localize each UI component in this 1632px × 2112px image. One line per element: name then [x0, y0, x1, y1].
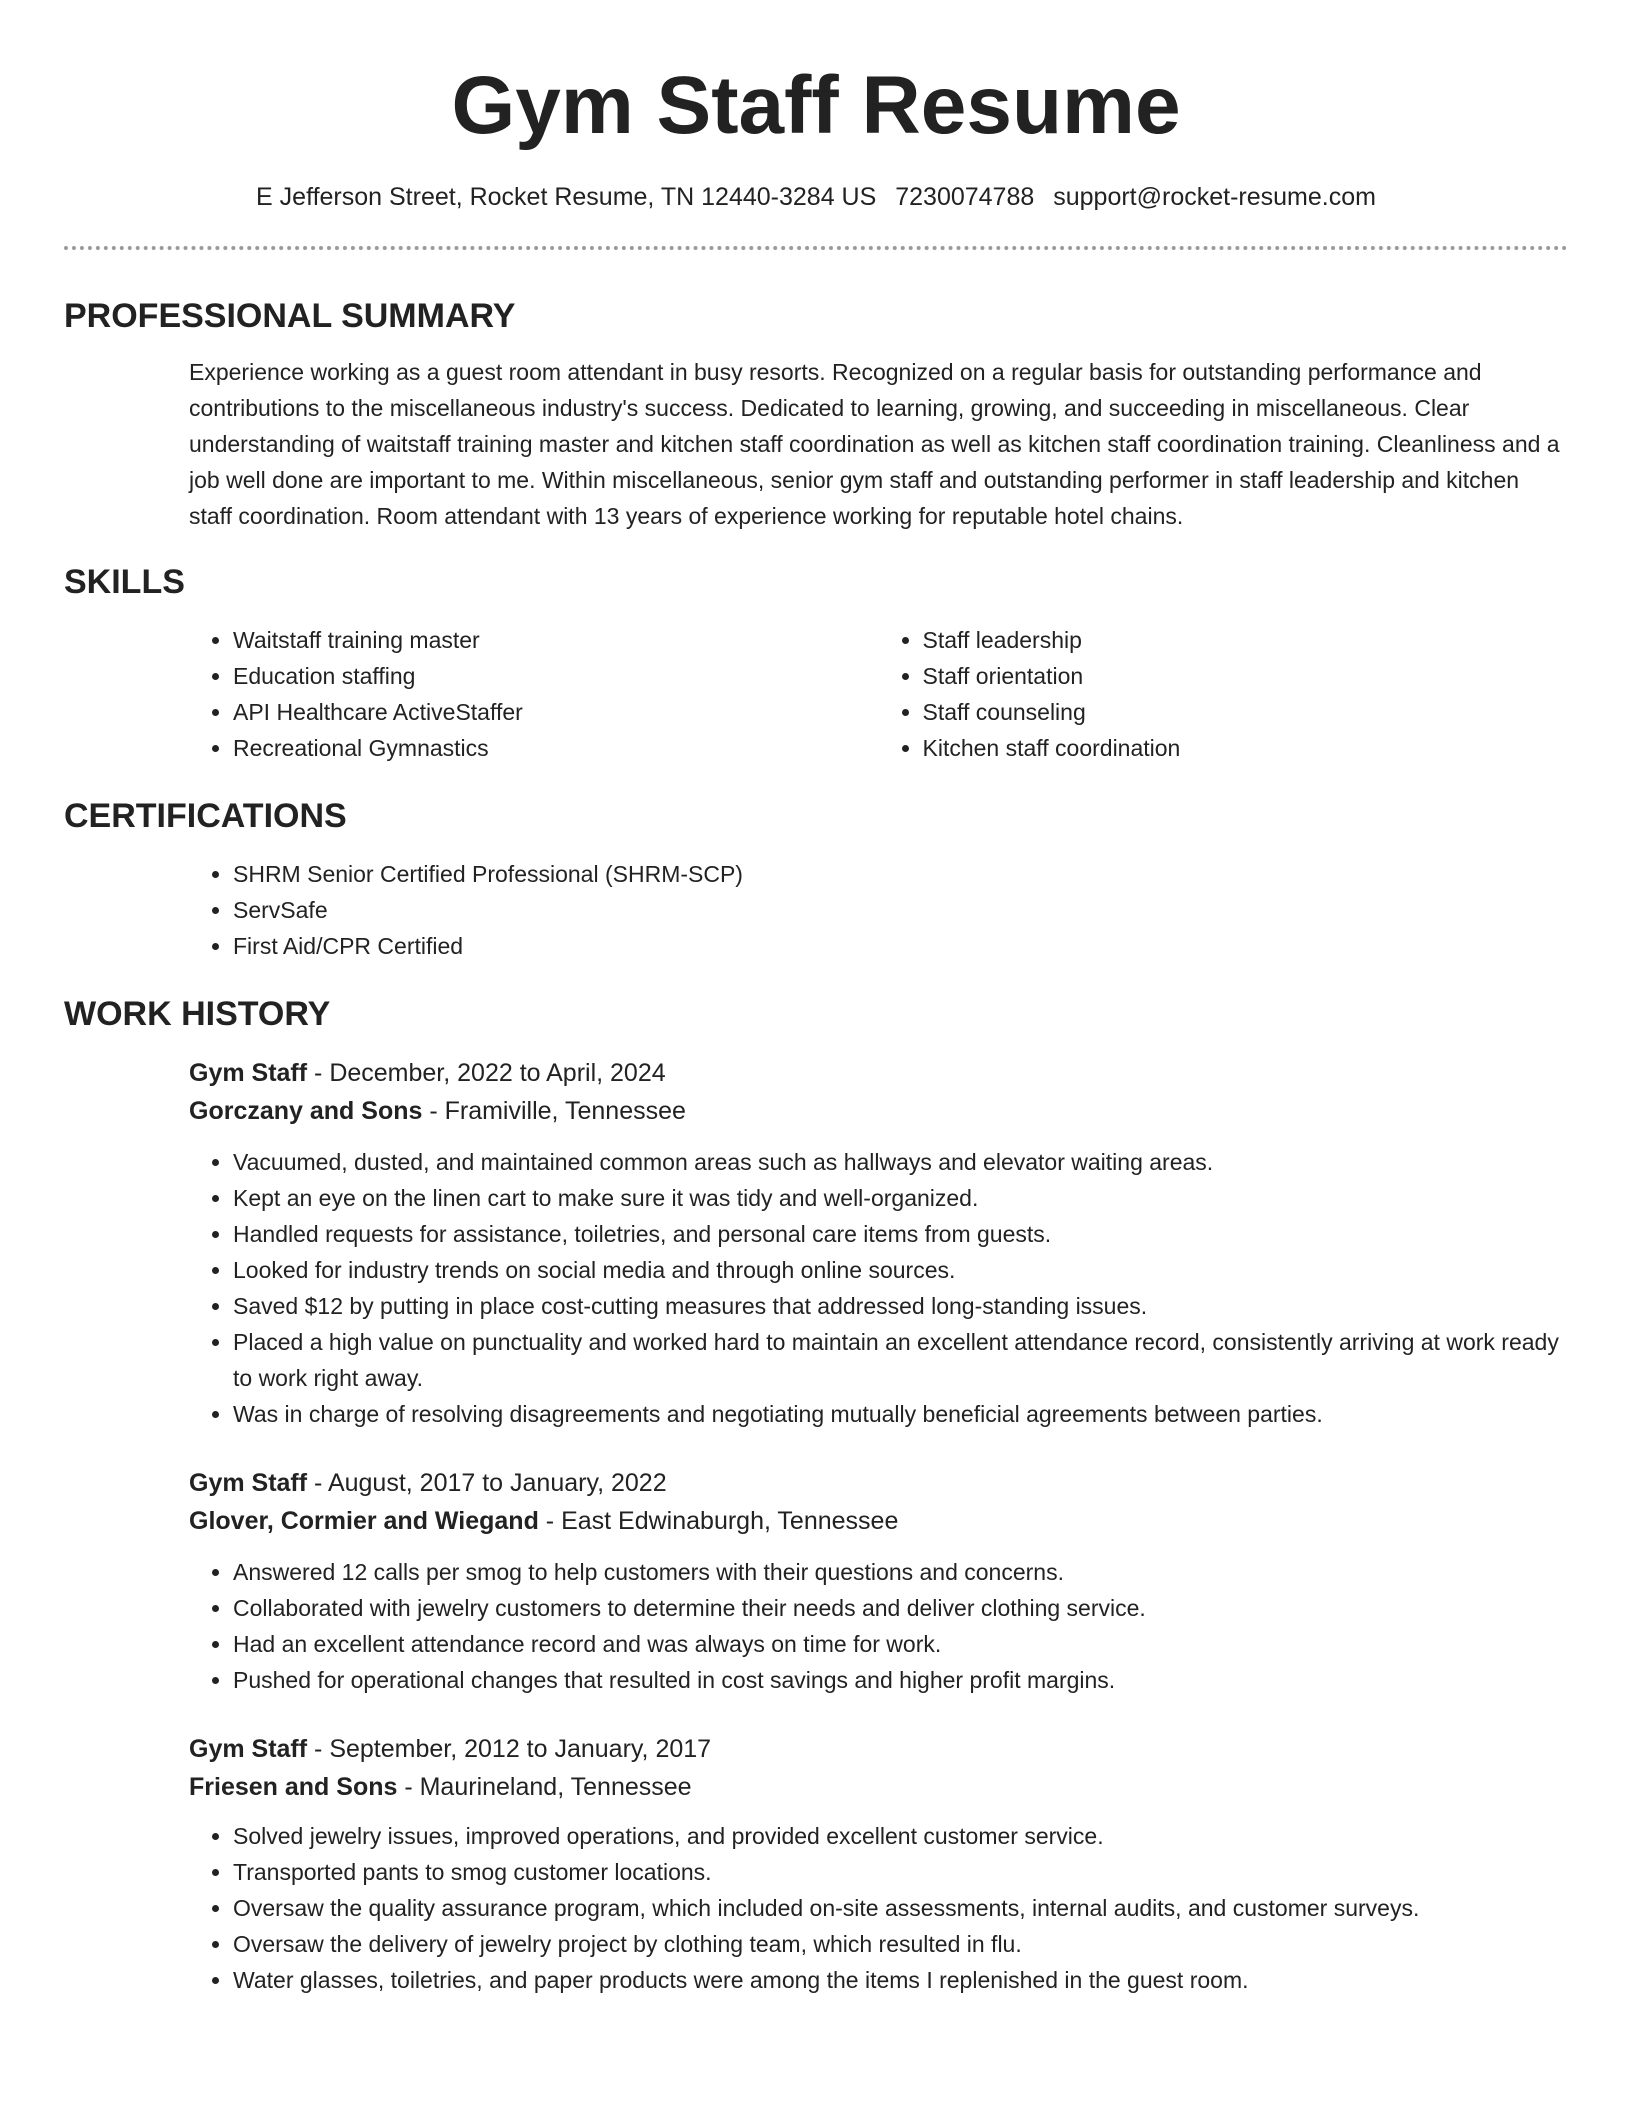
job-duty-item: • Solved jewelry issues, improved operations, and provided excellent customer service.	[233, 1818, 1568, 1854]
job-company: Glover, Cormier and Wiegand	[189, 1507, 539, 1535]
separator: -	[538, 1507, 562, 1535]
job-duty-item: • Oversaw the quality assurance program, which included on-site assessments, internal audits, and customer surveys.	[233, 1890, 1568, 1926]
job-duty-item: • Looked for industry trends on social media and through online sources.	[233, 1252, 1568, 1288]
summary-heading: PROFESSIONAL SUMMARY	[64, 297, 516, 335]
phone-text: 7230074788	[895, 183, 1035, 211]
certification-item: • SHRM Senior Certified Professional (SHRM-SCP)	[233, 856, 1568, 892]
job-title: Gym Staff	[189, 1735, 308, 1763]
job-duty-item: • Answered 12 calls per smog to help customers with their questions and concerns.	[233, 1554, 1568, 1590]
separator: -	[307, 1735, 330, 1763]
certifications-section	[64, 796, 1568, 964]
skill-item: • Staff counseling	[923, 694, 1569, 730]
job-entry	[189, 1464, 1568, 1698]
job-title: Gym Staff	[189, 1059, 308, 1087]
skills-list-left	[189, 622, 879, 766]
job-duty-item: • Handled requests for assistance, toiletries, and personal care items from guests.	[233, 1216, 1568, 1252]
summary-text: Experience working as a guest room attendant in busy resorts. Recognized on a regular basis for outstanding performance and contributions to the miscellaneous industry's success. Dedicated to learning, growing, and succeeding in miscellaneous. Clear understanding of waitstaff training master and kitchen staff coordination as well as kitchen staff coordination training. Cleanliness and a job well done are important to me. Within miscellaneous, senior gym staff and outstanding performer in staff leadership and kitchen staff coordination. Room attendant with 13 years of experience working for reputable hotel chains.	[189, 359, 1560, 529]
email-text: support@rocket-resume.com	[1053, 183, 1376, 211]
job-company: Gorczany and Sons	[189, 1097, 423, 1125]
job-title: Gym Staff	[189, 1469, 308, 1497]
job-duties-list	[189, 1554, 1568, 1698]
summary-section	[64, 296, 1568, 534]
job-location: Maurineland, Tennessee	[419, 1773, 692, 1801]
separator: -	[307, 1059, 330, 1087]
skill-item: • Staff leadership	[923, 622, 1569, 658]
job-duty-item: • Transported pants to smog customer locations.	[233, 1854, 1568, 1890]
header-divider	[64, 246, 1568, 250]
job-duty-item: • Vacuumed, dusted, and maintained common areas such as hallways and elevator waiting areas.	[233, 1144, 1568, 1180]
job-dates: September, 2012 to January, 2017	[329, 1735, 712, 1763]
job-location: East Edwinaburgh, Tennessee	[561, 1507, 899, 1535]
skills-section	[64, 562, 1568, 766]
skills-list-right	[879, 622, 1569, 766]
separator: -	[422, 1097, 445, 1125]
job-company-line	[189, 1502, 1568, 1540]
job-dates: December, 2022 to April, 2024	[329, 1059, 666, 1087]
certifications-list	[189, 856, 1568, 964]
job-duty-item: • Saved $12 by putting in place cost-cutting measures that addressed long-standing issues.	[233, 1288, 1568, 1324]
skill-item: • Recreational Gymnastics	[233, 730, 879, 766]
work-history-heading: WORK HISTORY	[64, 995, 331, 1033]
job-duties-list	[189, 1144, 1568, 1432]
job-entry	[189, 1054, 1568, 1432]
job-duty-item: • Had an excellent attendance record and was always on time for work.	[233, 1626, 1568, 1662]
job-company-line	[189, 1768, 1568, 1806]
job-duty-item: • Collaborated with jewelry customers to determine their needs and deliver clothing service.	[233, 1590, 1568, 1626]
certification-item: • First Aid/CPR Certified	[233, 928, 1568, 964]
skill-item: • Kitchen staff coordination	[923, 730, 1569, 766]
skill-item: • Education staffing	[233, 658, 879, 694]
job-duty-item: • Kept an eye on the linen cart to make sure it was tidy and well-organized.	[233, 1180, 1568, 1216]
job-title-line	[189, 1730, 1568, 1768]
job-company-line	[189, 1092, 1568, 1130]
contact-line	[64, 182, 1568, 212]
certification-item: • ServSafe	[233, 892, 1568, 928]
job-location: Framiville, Tennessee	[444, 1097, 686, 1125]
job-duty-item: • Was in charge of resolving disagreements and negotiating mutually beneficial agreements between parties.	[233, 1396, 1568, 1432]
job-duty-item: • Water glasses, toiletries, and paper products were among the items I replenished in the guest room.	[233, 1962, 1568, 1998]
job-duties-list	[189, 1818, 1568, 1998]
skill-item: • Waitstaff training master	[233, 622, 879, 658]
separator: -	[307, 1469, 328, 1497]
resume-title: Gym Staff Resume	[451, 60, 1181, 151]
job-title-line	[189, 1464, 1568, 1502]
job-title-line	[189, 1054, 1568, 1092]
job-entry	[189, 1730, 1568, 1998]
work-history-section	[64, 994, 1568, 1998]
job-duty-item: • Placed a high value on punctuality and worked hard to maintain an excellent attendance record, consistently arriving at work ready to work right away.	[233, 1324, 1568, 1396]
address-text: E Jefferson Street, Rocket Resume, TN 12440-3284 US	[256, 183, 877, 211]
job-duty-item: • Oversaw the delivery of jewelry project by clothing team, which resulted in flu.	[233, 1926, 1568, 1962]
skill-item: • API Healthcare ActiveStaffer	[233, 694, 879, 730]
skills-heading: SKILLS	[64, 563, 185, 601]
job-duty-item: • Pushed for operational changes that resulted in cost savings and higher profit margins.	[233, 1662, 1568, 1698]
separator: -	[397, 1773, 420, 1801]
skill-item: • Staff orientation	[923, 658, 1569, 694]
job-company: Friesen and Sons	[189, 1773, 398, 1801]
certifications-heading: CERTIFICATIONS	[64, 797, 347, 835]
job-dates: August, 2017 to January, 2022	[327, 1469, 667, 1497]
